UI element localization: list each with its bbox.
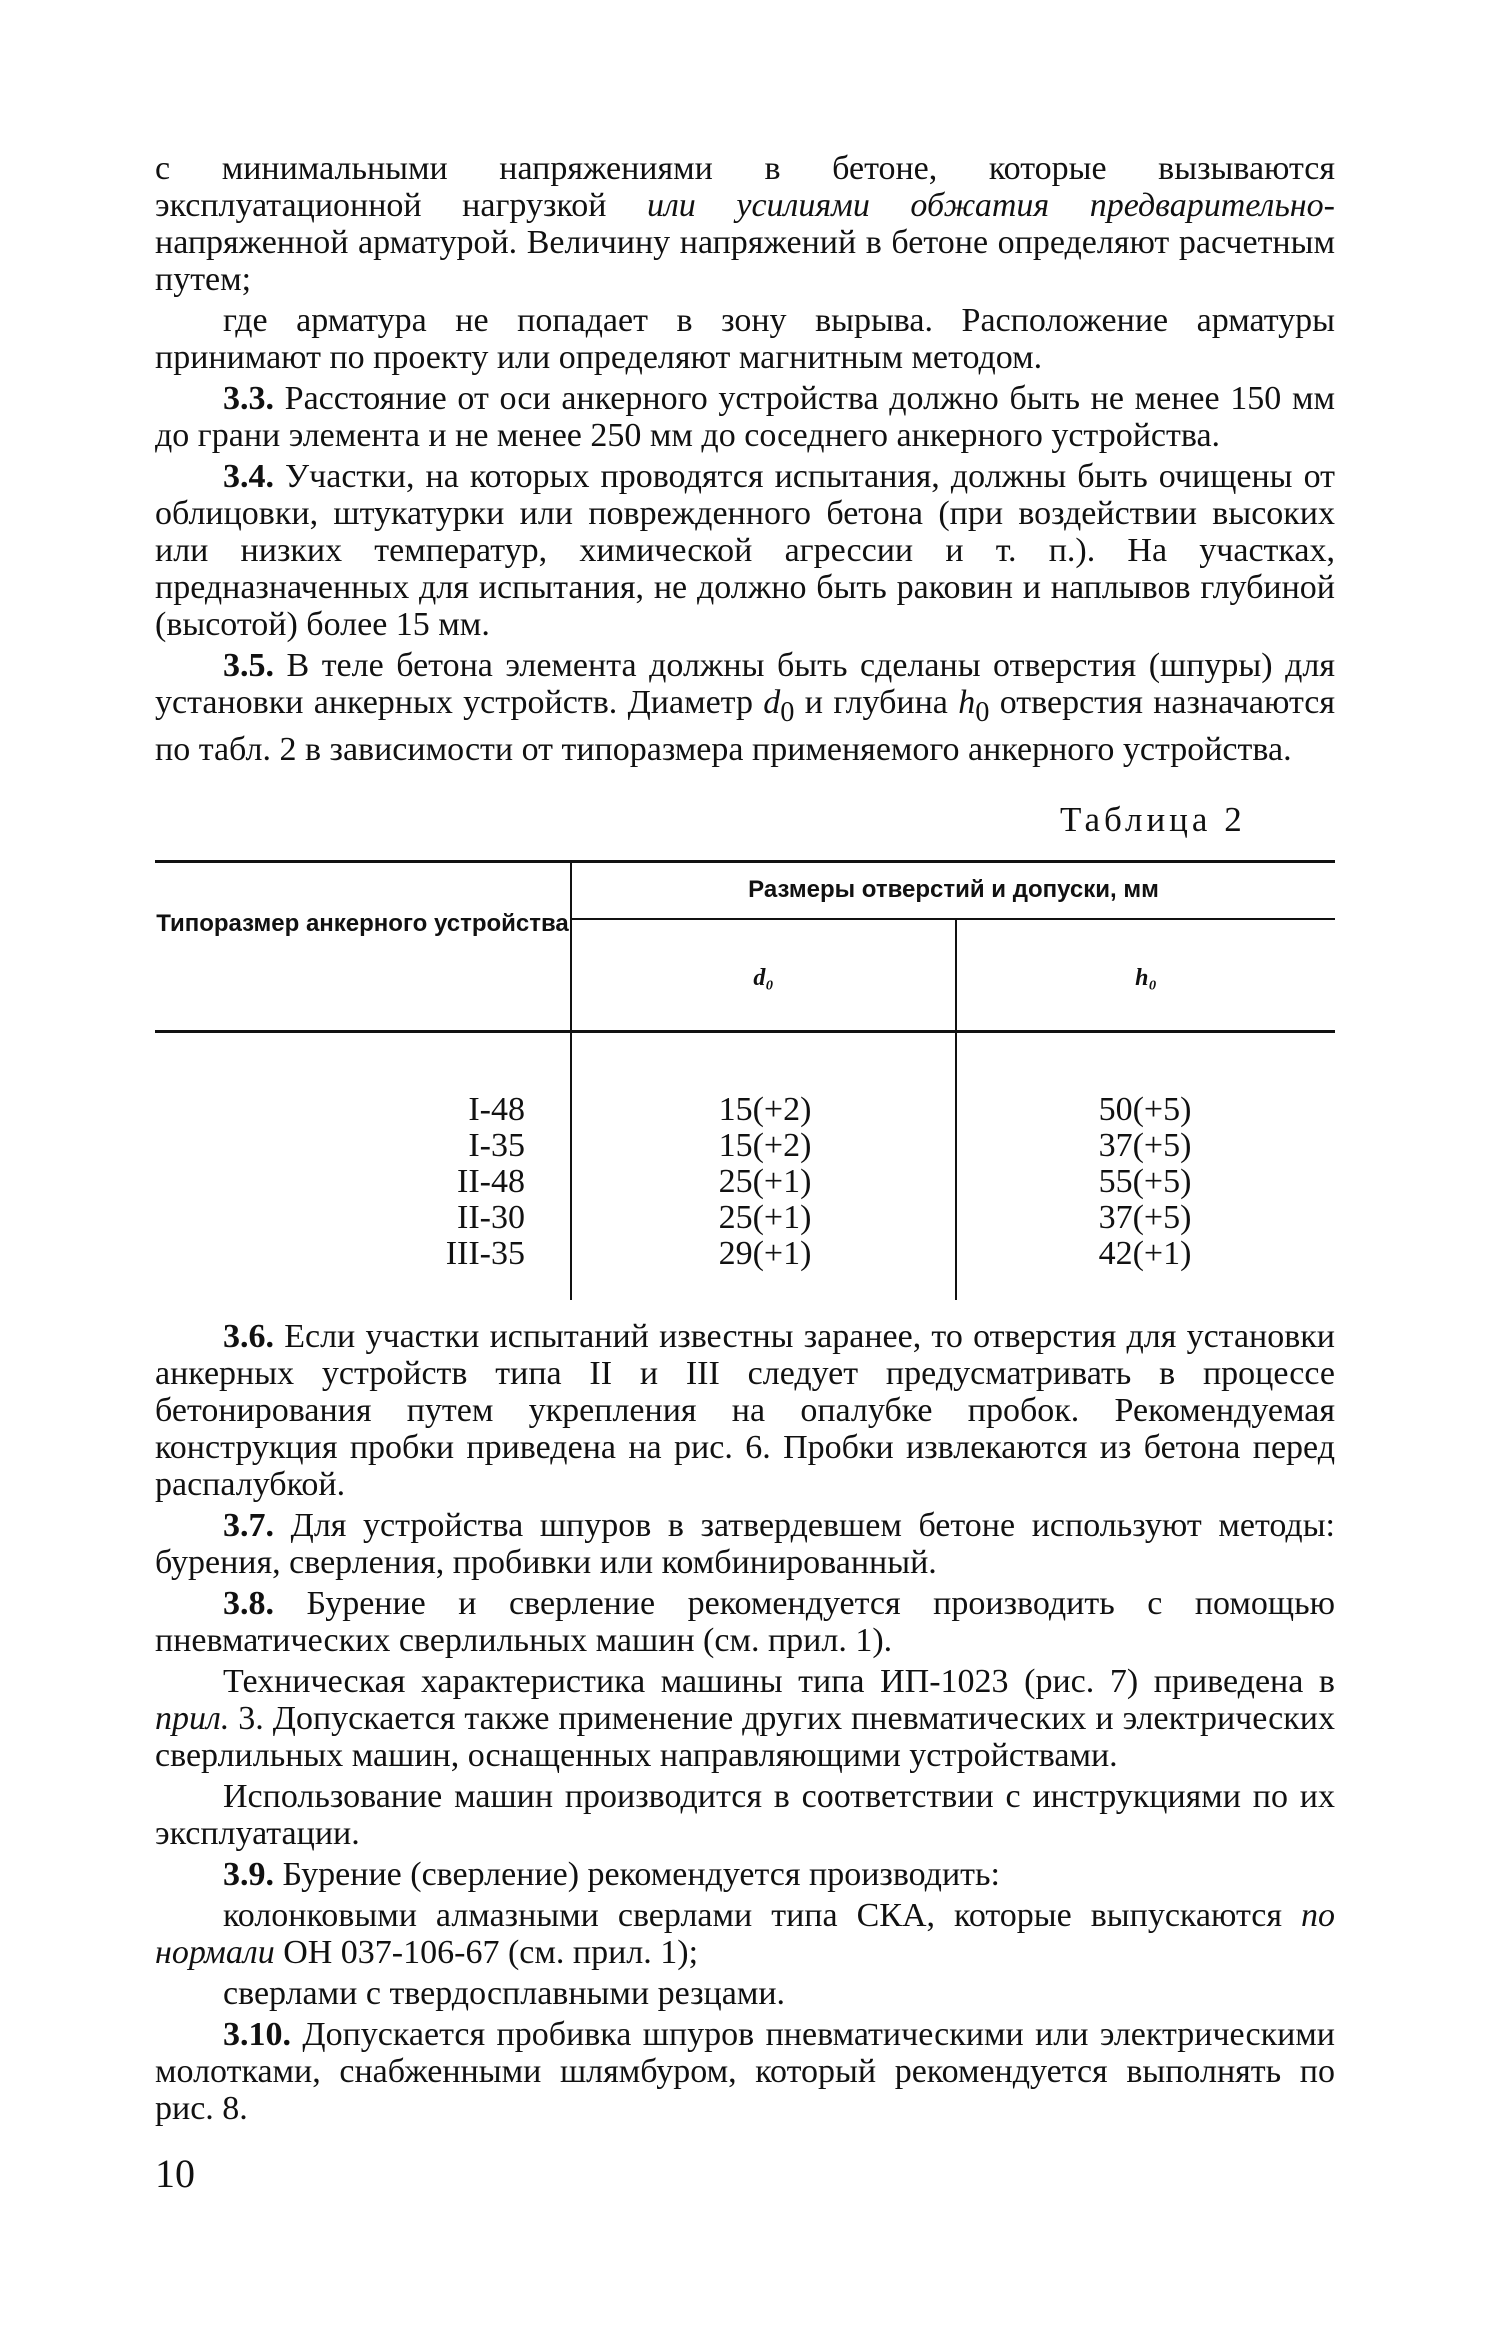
paragraph-p12: колонковыми алмазными сверлами типа СКА, которые выпускаются по нормали ОН 037-106-67 (см. прил. 1); xyxy=(155,1897,1335,1971)
paragraph-p11: 3.9. Бурение (сверление) рекомендуется производить: xyxy=(223,1856,1000,1893)
table-top-rule xyxy=(155,860,1335,863)
table-header-rule xyxy=(155,1030,1335,1033)
table-col-h: 50(+5) 37(+5) 55(+5) 37(+5) 42(+1) xyxy=(1098,1091,1192,1272)
table-caption: Таблица 2 xyxy=(1060,800,1246,839)
table-header-d: d₀ xyxy=(753,965,774,991)
table-col-type: I-48 I-35 II-48 II-30 III-35 xyxy=(445,1091,525,1272)
text-block-bottom xyxy=(155,1318,1335,2131)
paragraph-p2: где арматура не попадает в зону вырыва. Расположение арматуры принимают по проекту или определяют магнитным методом. xyxy=(155,302,1335,376)
paragraph-p8: 3.8. Бурение и сверление рекомендуется производить с помощью пневматических сверлильных машин (см. прил. 1). xyxy=(155,1585,1335,1659)
page-number: 10 xyxy=(155,2151,195,2196)
paragraph-p3: 3.3. Расстояние от оси анкерного устройства должно быть не менее 150 мм до грани элемента и не менее 250 мм до соседнего анкерного устройства. xyxy=(155,380,1335,454)
paragraph-p13: сверлами с твердосплавными резцами. xyxy=(223,1975,786,2012)
paragraph-p4: 3.4. Участки, на которых проводятся испытания, должны быть очищены от облицовки, штукатурки или поврежденного бетона (при воздействии высоких или низких температур, химической агрессии и т. п.). На участках, предназначенных для испытания, не должно быть раковин и наплывов глубиной (высотой) более 15 мм. xyxy=(155,458,1335,643)
paragraph-p14: 3.10. Допускается пробивка шпуров пневматическими или электрическими молотками, снабженными шлямбуром, который рекомендуется выполнять по рис. 8. xyxy=(155,2016,1335,2127)
table-col-divider-1 xyxy=(570,860,572,1300)
table-header-group: Размеры отверстий и допуски, мм xyxy=(748,876,1159,903)
table-2 xyxy=(155,860,1335,1300)
table-col-d: 15(+2) 15(+2) 25(+1) 25(+1) 29(+1) xyxy=(718,1091,812,1272)
table-header-type: Типоразмер анкерного устройства xyxy=(156,910,569,937)
table-header-h: h₀ xyxy=(1135,965,1157,991)
text-block-top xyxy=(155,150,1335,772)
paragraph-p7: 3.7. Для устройства шпуров в затвердевшем бетоне используют методы: бурения, сверления, пробивки или комбинированный. xyxy=(155,1507,1335,1581)
paragraph-p6: 3.6. Если участки испытаний известны заранее, то отверстия для установки анкерных устройств типа II и III следует предусматривать в процессе бетонирования путем укрепления на опалубке пробок. Рекомендуемая конструкция пробки приведена на рис. 6. Пробки извлекаются из бетона перед распалубкой. xyxy=(155,1318,1335,1503)
paragraph-p10: Использование машин производится в соответствии с инструкциями по их эксплуатации. xyxy=(155,1778,1335,1852)
paragraph-p9: Техническая характеристика машины типа ИП-1023 (рис. 7) приведена в прил. 3. Допускается также применение других пневматических и электрических сверлильных машин, оснащенных направляющими устройствами. xyxy=(155,1663,1335,1774)
table-group-rule xyxy=(572,918,1335,920)
paragraph-p5: 3.5. В теле бетона элемента должны быть сделаны отверстия (шпуры) для установки анкерных устройств. Диаметр $d_0$ и глубина $h_0$ отверстия назначаются по табл. 2 в зависимости от типоразмера применяемого анкерного устройства. xyxy=(155,647,1335,768)
paragraph-p1: с минимальными напряжениями в бетоне, которые вызываются эксплуатационной нагрузкой или усилиями обжатия предварительно-напряженной арматурой. Величину напряжений в бетоне определяют расчетным путем; xyxy=(155,150,1335,298)
